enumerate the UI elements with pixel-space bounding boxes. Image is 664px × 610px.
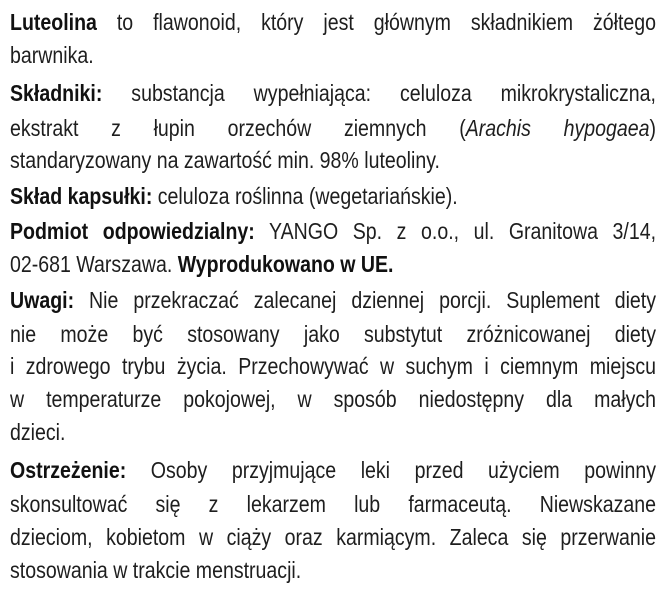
text-line [10, 556, 656, 584]
text-line [10, 320, 656, 348]
bold-label: Uwagi: [10, 287, 75, 313]
text-segment: dzieci. [10, 419, 66, 445]
bold-label: Składniki: [10, 80, 103, 106]
text-segment: Osoby przyjmujące leki przed użyciem powinny [126, 457, 656, 483]
bold-label: Ostrzeżenie: [10, 457, 127, 483]
text-line [10, 182, 656, 210]
bold-label: Luteolina [10, 9, 97, 35]
text-line [10, 286, 656, 314]
text-segment: nie może być stosowany jako substytut zróżnicowanej diety [10, 321, 656, 347]
text-segment: skonsultować się z lekarzem lub farmaceutą. Niewskazane [10, 491, 656, 517]
text-line [10, 352, 656, 380]
text-segment: Nie przekraczać zalecanej dziennej porcji. Suplement diety [74, 287, 656, 313]
bold-label: Podmiot odpowiedzialny: [10, 218, 255, 244]
text-line [10, 385, 656, 413]
text-segment: celuloza roślinna (wegetariańskie). [152, 183, 458, 209]
text-segment: substancja wypełniająca: celuloza mikrokrystaliczna, [102, 80, 657, 106]
text-line [10, 79, 656, 107]
text-line [10, 418, 656, 446]
text-segment: stosowania w trakcie menstruacji. [10, 557, 302, 583]
bold-label: Skład kapsułki: [10, 183, 153, 209]
text-segment: standaryzowany na zawartość min. 98% luteoliny. [10, 147, 440, 173]
text-line [10, 41, 656, 69]
text-segment: ) [649, 115, 657, 141]
text-segment: w temperaturze pokojowej, w sposób niedostępny dla małych [10, 386, 656, 412]
italic-text: Arachis hypogaea [465, 115, 650, 141]
text-line [10, 250, 656, 278]
text-line [10, 523, 656, 551]
bold-label: Wyprodukowano w UE. [177, 251, 394, 277]
text-segment: to flawonoid, który jest głównym składnikiem żółtego [96, 9, 656, 35]
text-line [10, 8, 656, 36]
text-line [10, 217, 656, 245]
text-segment: dzieciom, kobietom w ciąży oraz karmiącym. Zaleca się przerwanie [10, 524, 656, 550]
text-line [10, 456, 656, 484]
text-line [10, 146, 656, 174]
text-line [10, 114, 656, 142]
text-segment: YANGO Sp. z o.o., ul. Granitowa 3/14, [254, 218, 656, 244]
text-segment: 02-681 Warszawa. [10, 251, 178, 277]
text-line [10, 490, 656, 518]
text-segment: i zdrowego trybu życia. Przechowywać w suchym i ciemnym miejscu [10, 353, 656, 379]
text-segment: barwnika. [10, 42, 94, 68]
text-segment: ekstrakt z łupin orzechów ziemnych ( [10, 115, 466, 141]
